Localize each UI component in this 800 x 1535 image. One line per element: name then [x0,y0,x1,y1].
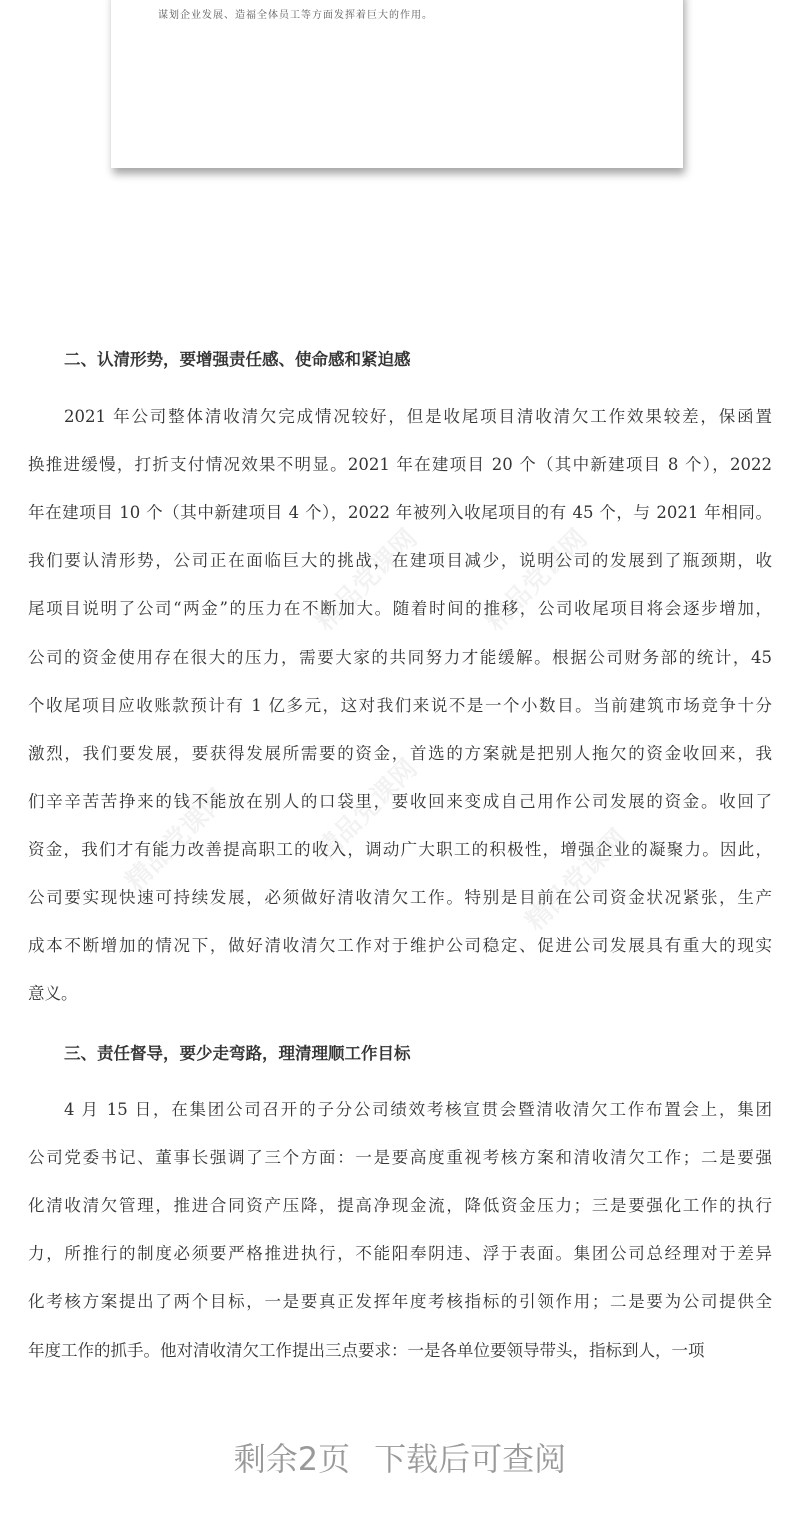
paragraph-line: 尾项目说明了公司“两金”的压力在不断加大。随着时间的推移，公司收尾项目将会逐步增加， [28,599,772,619]
paragraph-line: 换推进缓慢，打折支付情况效果不明显。2021 年在建项目 20 个（其中新建项目 8 个），2022 [28,455,772,475]
section-heading: 三、责任督导，要少走弯路，理清理顺工作目标 [64,1044,411,1063]
download-to-view-label: 下载后可查阅 [374,1440,567,1478]
paragraph-line: 4 月 15 日，在集团公司召开的子分公司绩效考核宣贯会暨清收清欠工作布置会上，集团 [64,1100,772,1119]
paragraph-line: 2021 年公司整体清收清欠完成情况较好，但是收尾项目清收清欠工作效果较差，保函置 [64,407,772,426]
paragraph-line: 化清收清欠管理，推进合同资产压降，提高净现金流，降低资金压力；三是要强化工作的执行 [28,1196,772,1216]
paragraph-line: 公司的资金使用存在很大的压力，需要大家的共同努力才能缓解。根据公司财务部的统计，45 [28,647,772,667]
card-text: 谋划企业发展、造福全体员工等方面发挥着巨大的作用。 [158,10,433,21]
section-heading: 二、认清形势，要增强责任感、使命感和紧迫感 [64,350,411,369]
paragraph-line: 激烈，我们要发展，要获得发展所需要的资金，首选的方案就是把别人拖欠的资金收回来，我 [28,743,772,763]
paragraph-line: 资金，我们才有能力改善提高职工的收入，调动广大职工的积极性，增强企业的凝聚力。因此， [28,839,772,859]
paragraph-line: 公司党委书记、董事长强调了三个方面：一是要高度重视考核方案和清收清欠工作；二是要强 [28,1148,772,1168]
previous-page-card [111,0,683,168]
paragraph-line: 们辛辛苦苦挣来的钱不能放在别人的口袋里，要收回来变成自己用作公司发展的资金。收回了 [28,791,772,811]
download-prompt[interactable] [0,1434,800,1480]
paragraph-line: 年度工作的抓手。他对清收清欠工作提出三点要求：一是各单位要领导带头，指标到人，一项 [28,1340,705,1360]
remaining-pages-label: 剩余2页 [233,1440,351,1478]
watermark: 精品党课网 [520,823,634,937]
watermark: 精品党课网 [310,753,424,867]
watermark: 精品党课网 [120,783,234,897]
watermark: 精品党课网 [480,523,594,637]
paragraph-line: 化考核方案提出了两个目标，一是要真正发挥年度考核指标的引领作用；二是要为公司提供全 [28,1292,772,1312]
watermark: 精品党课网 [310,523,424,637]
paragraph-line: 个收尾项目应收账款预计有 1 亿多元，这对我们来说不是一个小数目。当前建筑市场竞争十分 [28,695,772,715]
paragraph-line: 成本不断增加的情况下，做好清收清欠工作对于维护公司稳定、促进公司发展具有重大的现实 [28,936,772,956]
paragraph-line: 公司要实现快速可持续发展，必须做好清收清欠工作。特别是目前在公司资金状况紧张，生产 [28,888,772,907]
paragraph-line: 年在建项目 10 个（其中新建项目 4 个），2022 年被列入收尾项目的有 45 个，与 2021 年相同。 [28,503,772,523]
paragraph-line: 力，所推行的制度必须要严格推进执行，不能阳奉阴违、浮于表面。集团公司总经理对于差异 [28,1244,772,1264]
paragraph-line: 意义。 [28,984,78,1004]
paragraph-line: 我们要认清形势，公司正在面临巨大的挑战，在建项目减少，说明公司的发展到了瓶颈期，收 [28,551,772,571]
